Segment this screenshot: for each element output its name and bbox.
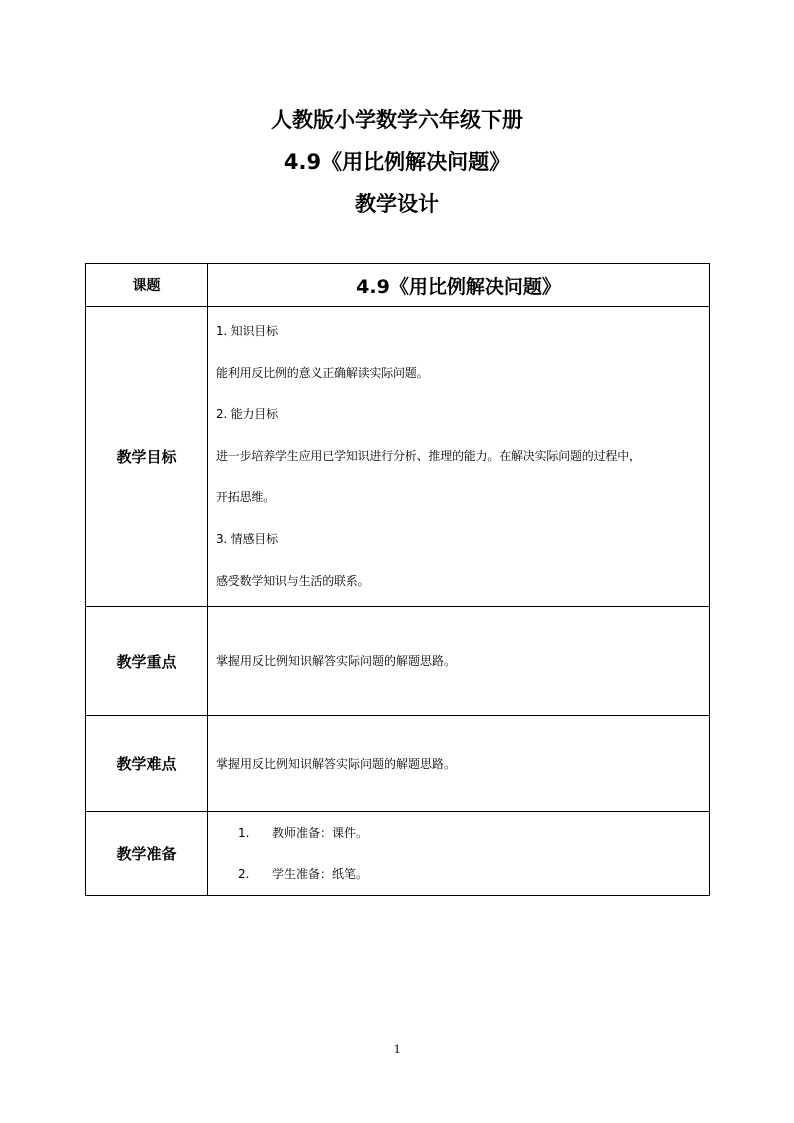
list-item-text: 教师准备：课件。 — [272, 825, 369, 840]
table-row-objectives — [86, 307, 710, 607]
list-item-number: 2. — [238, 866, 250, 881]
objectives-label: 教学目标 — [86, 307, 208, 607]
document-title-line-1: 人教版小学数学六年级下册 — [271, 108, 523, 132]
objective-line: 3. 情感目标 — [216, 531, 278, 546]
topic-value: 4.9《用比例解决问题》 — [208, 264, 710, 307]
objective-line: 能利用反比例的意义正确解读实际问题。 — [216, 365, 429, 380]
objective-line: 进一步培养学生应用已学知识进行分析、推理的能力。在解决实际问题的过程中， — [216, 448, 641, 463]
preparation-label: 教学准备 — [86, 812, 208, 896]
document-title-line-3: 教学设计 — [355, 192, 439, 216]
difficulties-label: 教学难点 — [86, 716, 208, 812]
objective-line: 1. 知识目标 — [216, 324, 278, 338]
difficulties-text: 掌握用反比例知识解答实际问题的解题思路。 — [208, 716, 710, 812]
document-title-line-2: 4.9《用比例解决问题》 — [283, 150, 511, 174]
objective-line: 开拓思维。 — [216, 490, 276, 505]
key-points-text: 掌握用反比例知识解答实际问题的解题思路。 — [208, 607, 710, 716]
objective-line: 感受数学知识与生活的联系。 — [216, 573, 370, 588]
topic-label: 课题 — [86, 264, 208, 307]
lesson-plan-table — [85, 263, 710, 896]
page-number: 1 — [393, 1041, 401, 1056]
table-row-topic — [86, 264, 710, 307]
objective-line: 2. 能力目标 — [216, 407, 278, 422]
list-item — [216, 813, 709, 854]
table-row-key-points — [86, 607, 710, 716]
list-item — [216, 854, 709, 895]
list-item-text: 学生准备：纸笔。 — [272, 866, 369, 881]
table-row-difficulties — [86, 716, 710, 812]
objectives-content — [208, 307, 710, 607]
key-points-label: 教学重点 — [86, 607, 208, 716]
list-item-number: 1. — [238, 825, 250, 840]
preparation-content — [208, 812, 710, 896]
table-row-preparation — [86, 812, 710, 896]
